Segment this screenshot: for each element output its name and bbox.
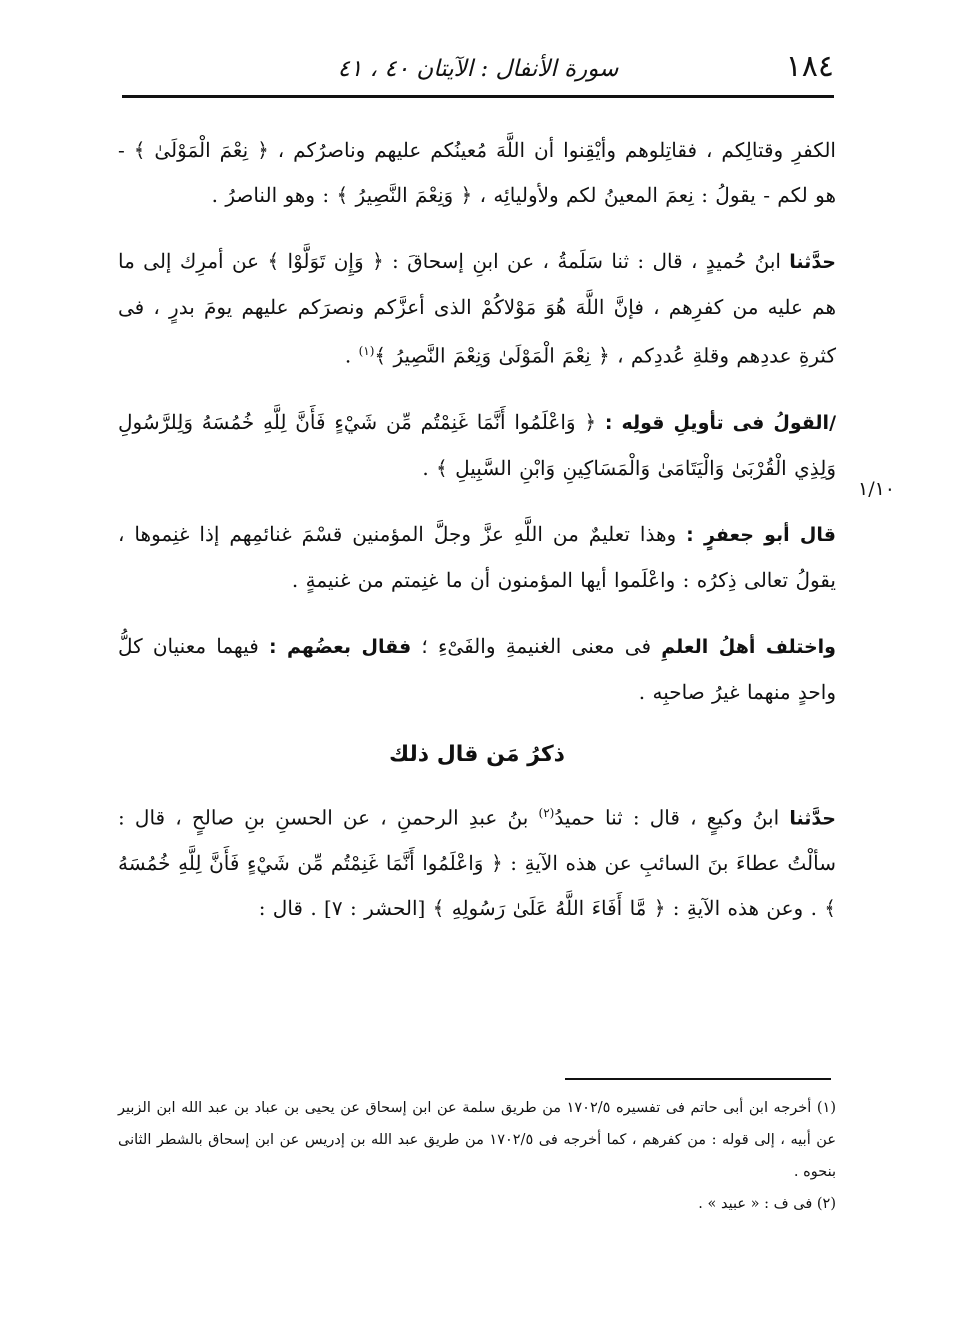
- paragraph-5: [118, 624, 836, 714]
- footnote-2: (٢) فى ف : « عبيد » .: [698, 1196, 836, 1212]
- footnote-ref[interactable]: (٢): [538, 806, 555, 821]
- section-heading: ذكرُ مَن قال ذلك: [389, 742, 565, 768]
- main-text: [118, 128, 836, 952]
- paragraph-1: [118, 128, 836, 217]
- paragraph-tail: بنُ عبدِ الرحمنِ ، عن الحسنِ بنِ صالحٍ ، قال : سألْتُ عطاءَ بنَ السائبِ عن هذه الآيةِ : ﴿ وَاعْلَمُوا أَنَّمَا غَنِمْتُم مِّن شَيْءٍ فَأَنَّ لِلَّهِ خُمُسَهُ ﴾ . وعن هذه الآيةِ : ﴿ مَّا أَفَاءَ اللَّهُ عَلَىٰ رَسُولِهِ ﴾ [الحشر : ٧] . قال :: [118, 805, 836, 920]
- paragraph-lead: حدَّثنا: [789, 807, 837, 830]
- paragraph-lead-2: فقال بعضُهم :: [268, 636, 412, 659]
- footnote-1: (١) أخرجه ابن أبى حاتم فى تفسيره ١٧٠٢/٥ من طريق سلمة عن ابن إسحاق عن يحيى بن عباد بن عبد الله ابن الزبير عن أبيه ، إلى قوله : من كفرهم ، كما أخرجه فى ١٧٠٢/٥ من طريق عبد الله بن إدريس عن ابن إسحاق بالشطر الثانى بنحوه .: [118, 1100, 836, 1180]
- paragraph-3: [118, 400, 836, 490]
- paragraph-text: ابنُ وكيعٍ ، قال : ثنا حميدُ: [554, 805, 790, 830]
- footnote-ref[interactable]: (١): [358, 344, 375, 358]
- paragraph-lead: واختلف أهلُ العلمِ: [661, 636, 836, 659]
- paragraph-text: ابنُ حُميدٍ ، قال : ثنا سَلَمةُ ، عن ابنِ إسحاقَ : ﴿ وَإِن تَوَلَّوْا ﴾ عن أمرِك إلى ما هم عليه من كفرِهم ، فإنَّ اللَّهَ هُوَ مَوْلاكُمْ الذى أعزَّكم ونصرَكم عليهم يومَ بدرٍ ، فى كثرةِ عددِهم وقلةِ عُددِكم ، ﴿ نِعْمَ الْمَوْلَىٰ وَنِعْمَ النَّصِيرُ ﴾: [118, 249, 836, 368]
- paragraph-text: ﴿ وَاعْلَمُوا أَنَّمَا غَنِمْتُم مِّن شَيْءٍ فَأَنَّ لِلَّهِ خُمُسَهُ وَلِلرَّسُولِ وَلِذِي الْقُرْبَىٰ وَالْيَتَامَىٰ وَالْمَسَاكِينِ وَابْنِ السَّبِيلِ ﴾ .: [118, 410, 836, 480]
- running-title: سورة الأنفال : الآيتان ٤٠ ، ٤١: [337, 56, 619, 82]
- page-number: ١٨٤: [785, 49, 834, 84]
- paragraph-tail: .: [344, 343, 359, 368]
- paragraph-4: [118, 512, 836, 602]
- footnote-rule: [565, 1078, 831, 1080]
- margin-note: ١/١٠: [858, 478, 896, 500]
- paragraph-2: [118, 239, 836, 378]
- paragraph-lead: /القولُ فى تأويلِ قولِه :: [604, 412, 837, 435]
- paragraph-text: الكفرِ وقتالِكم ، فقاتِلوهم وأيْقِنوا أن اللَّهَ مُعينُكم عليهم وناصرُكم ، ﴿ نِعْمَ الْمَوْلَىٰ ﴾ - هو لكم - يقولُ : نِعمَ المعينُ لكم ولأوليائِه ، ﴿ وَنِعْمَ النَّصِيرُ ﴾ : وهو الناصرُ .: [118, 138, 836, 207]
- paragraph-text: فى معنى الغنيمةِ والفَىْءِ ؛: [411, 634, 662, 659]
- paragraph-lead: حدَّثنا: [789, 251, 836, 273]
- paragraph-lead: قال أبو جعفرٍ :: [686, 524, 836, 547]
- footnotes: [118, 1092, 836, 1220]
- paragraph-tail: فيهما معنيان كلُّ واحدٍ منهما غيرُ صاحبِه .: [118, 634, 836, 704]
- paragraph-text: وهذا تعليمٌ من اللَّهِ عزَّ وجلَّ المؤمنين قسْمَ غنائمِهم إذا غنِموها ، يقولُ تعالى ذِكرُه : واعْلَموا أيها المؤمنون أن ما غنِمتم من غنيمةٍ .: [118, 522, 836, 592]
- header-rule: [122, 95, 834, 98]
- page-header: [122, 40, 834, 92]
- paragraph-6: [118, 791, 836, 930]
